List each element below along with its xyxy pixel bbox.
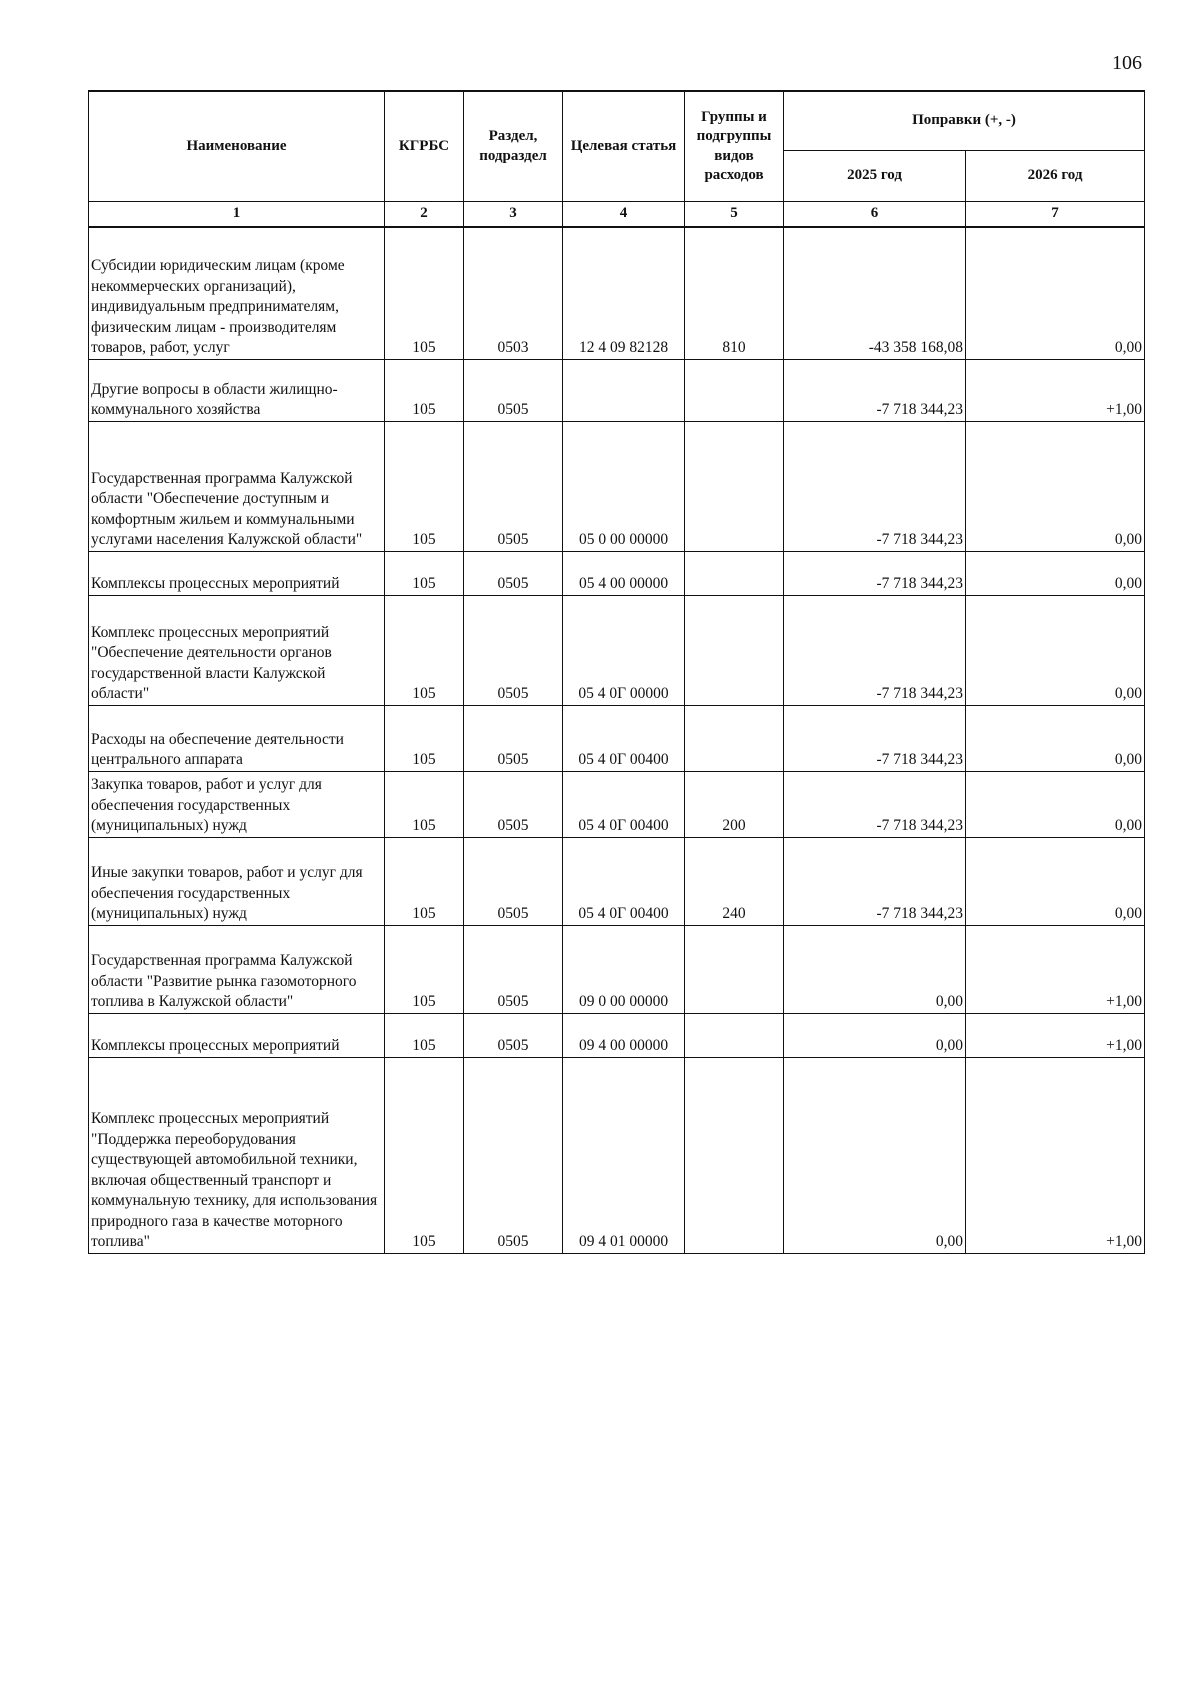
row-amount-2026: +1,00 <box>966 1013 1145 1057</box>
header-groups: Группы и подгруппы видов расходов <box>685 91 784 202</box>
column-number: 5 <box>685 202 784 228</box>
row-target: 09 0 00 00000 <box>563 925 685 1013</box>
row-target: 09 4 00 00000 <box>563 1013 685 1057</box>
row-amount-2026: +1,00 <box>966 1057 1145 1253</box>
row-group <box>685 1013 784 1057</box>
row-target: 12 4 09 82128 <box>563 227 685 359</box>
row-target: 05 4 0Г 00000 <box>563 595 685 705</box>
row-section: 0503 <box>464 227 563 359</box>
header-name: Наименование <box>89 91 385 202</box>
column-number: 6 <box>784 202 966 228</box>
header-target: Целевая статья <box>563 91 685 202</box>
row-name: Государственная программа Калужской области "Развитие рынка газомоторного топлива в Калужской области" <box>89 925 385 1013</box>
page-number: 106 <box>1112 52 1142 74</box>
row-group: 200 <box>685 771 784 837</box>
row-group <box>685 551 784 595</box>
row-name: Субсидии юридическим лицам (кроме некоммерческих организаций), индивидуальным предпринимателям, физическим лицам - производителям товаров, работ, услуг <box>89 227 385 359</box>
row-name: Комплексы процессных мероприятий <box>89 1013 385 1057</box>
row-amount-2026: 0,00 <box>966 227 1145 359</box>
row-name: Закупка товаров, работ и услуг для обеспечения государственных (муниципальных) нужд <box>89 771 385 837</box>
table-header <box>89 91 1145 227</box>
table-row <box>89 925 1145 1013</box>
row-amount-2026: 0,00 <box>966 771 1145 837</box>
row-group: 810 <box>685 227 784 359</box>
row-amount-2026: +1,00 <box>966 925 1145 1013</box>
row-section: 0505 <box>464 1057 563 1253</box>
row-kgrbs: 105 <box>385 1013 464 1057</box>
row-amount-2025: -7 718 344,23 <box>784 771 966 837</box>
row-group <box>685 359 784 421</box>
row-amount-2025: -43 358 168,08 <box>784 227 966 359</box>
column-number: 7 <box>966 202 1145 228</box>
table-body <box>89 227 1145 1253</box>
row-group <box>685 421 784 551</box>
row-target: 05 0 00 00000 <box>563 421 685 551</box>
table-row <box>89 705 1145 771</box>
table-row <box>89 227 1145 359</box>
table-row <box>89 1057 1145 1253</box>
row-target: 09 4 01 00000 <box>563 1057 685 1253</box>
row-amount-2026: 0,00 <box>966 705 1145 771</box>
header-section: Раздел, подраздел <box>464 91 563 202</box>
row-group <box>685 1057 784 1253</box>
row-kgrbs: 105 <box>385 771 464 837</box>
header-kgrbs: КГРБС <box>385 91 464 202</box>
row-name: Комплексы процессных мероприятий <box>89 551 385 595</box>
row-section: 0505 <box>464 595 563 705</box>
row-section: 0505 <box>464 359 563 421</box>
row-amount-2025: 0,00 <box>784 925 966 1013</box>
row-group: 240 <box>685 837 784 925</box>
table-row <box>89 1013 1145 1057</box>
column-number: 4 <box>563 202 685 228</box>
header-year-2026: 2026 год <box>966 151 1145 202</box>
table-row <box>89 595 1145 705</box>
row-amount-2025: 0,00 <box>784 1013 966 1057</box>
row-name: Комплекс процессных мероприятий "Поддержка переоборудования существующей автомобильной техники, включая общественный транспорт и коммунальную технику, для использования природного газа в качестве моторного топлива" <box>89 1057 385 1253</box>
row-group <box>685 925 784 1013</box>
table-row <box>89 837 1145 925</box>
row-amount-2026: +1,00 <box>966 359 1145 421</box>
row-name: Иные закупки товаров, работ и услуг для обеспечения государственных (муниципальных) нужд <box>89 837 385 925</box>
column-number: 2 <box>385 202 464 228</box>
row-amount-2025: -7 718 344,23 <box>784 837 966 925</box>
row-amount-2025: -7 718 344,23 <box>784 705 966 771</box>
header-amendments: Поправки (+, -) <box>784 91 1145 151</box>
row-amount-2026: 0,00 <box>966 837 1145 925</box>
row-group <box>685 705 784 771</box>
row-amount-2026: 0,00 <box>966 421 1145 551</box>
row-kgrbs: 105 <box>385 925 464 1013</box>
row-section: 0505 <box>464 837 563 925</box>
row-kgrbs: 105 <box>385 705 464 771</box>
budget-amendments-table <box>88 90 1145 1254</box>
row-target: 05 4 0Г 00400 <box>563 837 685 925</box>
row-group <box>685 595 784 705</box>
row-amount-2025: -7 718 344,23 <box>784 551 966 595</box>
row-amount-2026: 0,00 <box>966 595 1145 705</box>
row-kgrbs: 105 <box>385 359 464 421</box>
table-row <box>89 771 1145 837</box>
row-name: Государственная программа Калужской области "Обеспечение доступным и комфортным жильем и коммунальными услугами населения Калужской области" <box>89 421 385 551</box>
row-section: 0505 <box>464 421 563 551</box>
row-amount-2025: 0,00 <box>784 1057 966 1253</box>
row-kgrbs: 105 <box>385 227 464 359</box>
row-kgrbs: 105 <box>385 837 464 925</box>
table-row <box>89 421 1145 551</box>
row-section: 0505 <box>464 925 563 1013</box>
row-kgrbs: 105 <box>385 1057 464 1253</box>
row-section: 0505 <box>464 705 563 771</box>
row-name: Комплекс процессных мероприятий "Обеспечение деятельности органов государственной власти Калужской области" <box>89 595 385 705</box>
header-year-2025: 2025 год <box>784 151 966 202</box>
row-target <box>563 359 685 421</box>
row-amount-2025: -7 718 344,23 <box>784 359 966 421</box>
row-kgrbs: 105 <box>385 421 464 551</box>
row-amount-2025: -7 718 344,23 <box>784 595 966 705</box>
row-target: 05 4 0Г 00400 <box>563 771 685 837</box>
row-kgrbs: 105 <box>385 595 464 705</box>
row-kgrbs: 105 <box>385 551 464 595</box>
row-section: 0505 <box>464 551 563 595</box>
column-number: 3 <box>464 202 563 228</box>
row-name: Другие вопросы в области жилищно-коммунального хозяйства <box>89 359 385 421</box>
row-target: 05 4 00 00000 <box>563 551 685 595</box>
table-row <box>89 359 1145 421</box>
column-number: 1 <box>89 202 385 228</box>
row-amount-2026: 0,00 <box>966 551 1145 595</box>
row-name: Расходы на обеспечение деятельности центрального аппарата <box>89 705 385 771</box>
row-amount-2025: -7 718 344,23 <box>784 421 966 551</box>
row-section: 0505 <box>464 1013 563 1057</box>
row-section: 0505 <box>464 771 563 837</box>
table-row <box>89 551 1145 595</box>
row-target: 05 4 0Г 00400 <box>563 705 685 771</box>
